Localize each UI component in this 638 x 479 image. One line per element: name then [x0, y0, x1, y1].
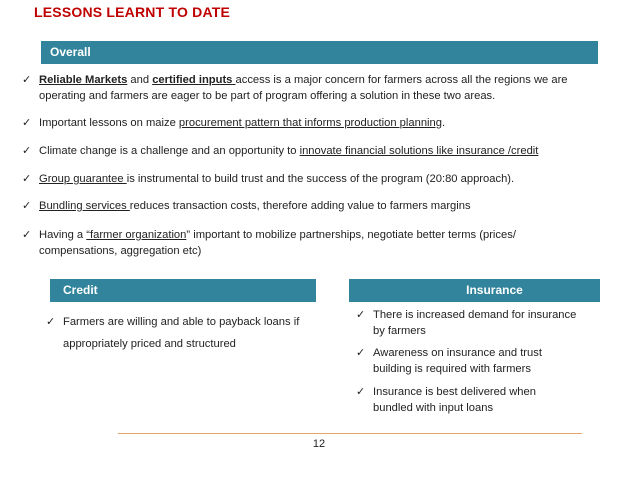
checkmark-icon: ✓ [46, 316, 56, 328]
credit-bullet [46, 311, 336, 355]
checkmark-icon: ✓ [356, 347, 366, 359]
checkmark-icon: ✓ [22, 74, 32, 86]
bullet-text: Climate change is a challenge and an opportunity to [39, 145, 300, 157]
insurance-heading: Insurance [466, 283, 523, 297]
bullet-text: . [441, 117, 446, 129]
overall-heading: Overall [50, 45, 91, 59]
bullet-text: reduces transaction costs, therefore adding value to farmers margins [129, 200, 471, 212]
insurance-text: Insurance is best delivered when [373, 386, 536, 398]
checkmark-icon: ✓ [356, 386, 366, 398]
checkmark-icon: ✓ [22, 229, 32, 241]
bullet-text: certified inputs [152, 74, 236, 86]
insurance-text: Awareness on insurance and trust [373, 347, 542, 359]
bullet-text: access is a major concern for farmers across all the regions we are [235, 74, 568, 86]
bullet-text: procurement pattern that informs production planning [178, 117, 442, 129]
bullet-text: Having a [39, 229, 87, 241]
checkmark-icon: ✓ [22, 117, 32, 129]
overall-bullet-3 [22, 143, 622, 159]
bullet-text: Reliable Markets [39, 74, 128, 86]
bullet-text: Bundling services [39, 200, 130, 212]
insurance-header [349, 279, 600, 302]
credit-text: appropriately priced and structured [63, 338, 236, 350]
overall-bullet-4 [22, 171, 622, 187]
checkmark-icon: ✓ [22, 173, 32, 185]
checkmark-icon: ✓ [356, 309, 366, 321]
bullet-text: ” important to mobilize partnerships, negotiate better terms (prices/ [186, 229, 516, 241]
bullet-text: Group guarantee [39, 173, 127, 185]
insurance-text: There is increased demand for insurance [373, 309, 577, 321]
bullet-text: Important lessons on maize [39, 117, 179, 129]
bullet-text: operating and farmers are eager to be part of program offering a solution in these two areas. [39, 90, 496, 102]
insurance-bullet-1 [356, 307, 616, 339]
credit-text: Farmers are willing and able to payback loans if [63, 316, 300, 328]
bullet-text: is instrumental to build trust and the success of the program (20:80 approach). [126, 173, 515, 185]
overall-bullet-1 [22, 72, 622, 104]
checkmark-icon: ✓ [22, 145, 32, 157]
footer-divider [118, 433, 582, 434]
bullet-text: innovate financial solutions like insurance /credit [299, 145, 539, 157]
overall-bullet-6 [22, 227, 622, 259]
bullet-text: compensations, aggregation etc) [39, 245, 202, 257]
overall-bullet-2 [22, 115, 622, 131]
overall-header [41, 41, 598, 64]
slide-title: LESSONS LEARNT TO DATE [34, 4, 231, 20]
insurance-bullet-3 [356, 384, 616, 416]
bullet-text: “farmer organization [86, 229, 187, 241]
page-number: 12 [312, 438, 326, 450]
credit-heading: Credit [63, 283, 98, 297]
bullet-text: and [127, 74, 153, 86]
insurance-text: bundled with input loans [373, 402, 494, 414]
checkmark-icon: ✓ [22, 200, 32, 212]
insurance-text: by farmers [373, 325, 426, 337]
overall-bullet-5 [22, 198, 622, 214]
insurance-bullet-2 [356, 345, 616, 377]
credit-header [50, 279, 316, 302]
insurance-text: building is required with farmers [373, 363, 531, 375]
